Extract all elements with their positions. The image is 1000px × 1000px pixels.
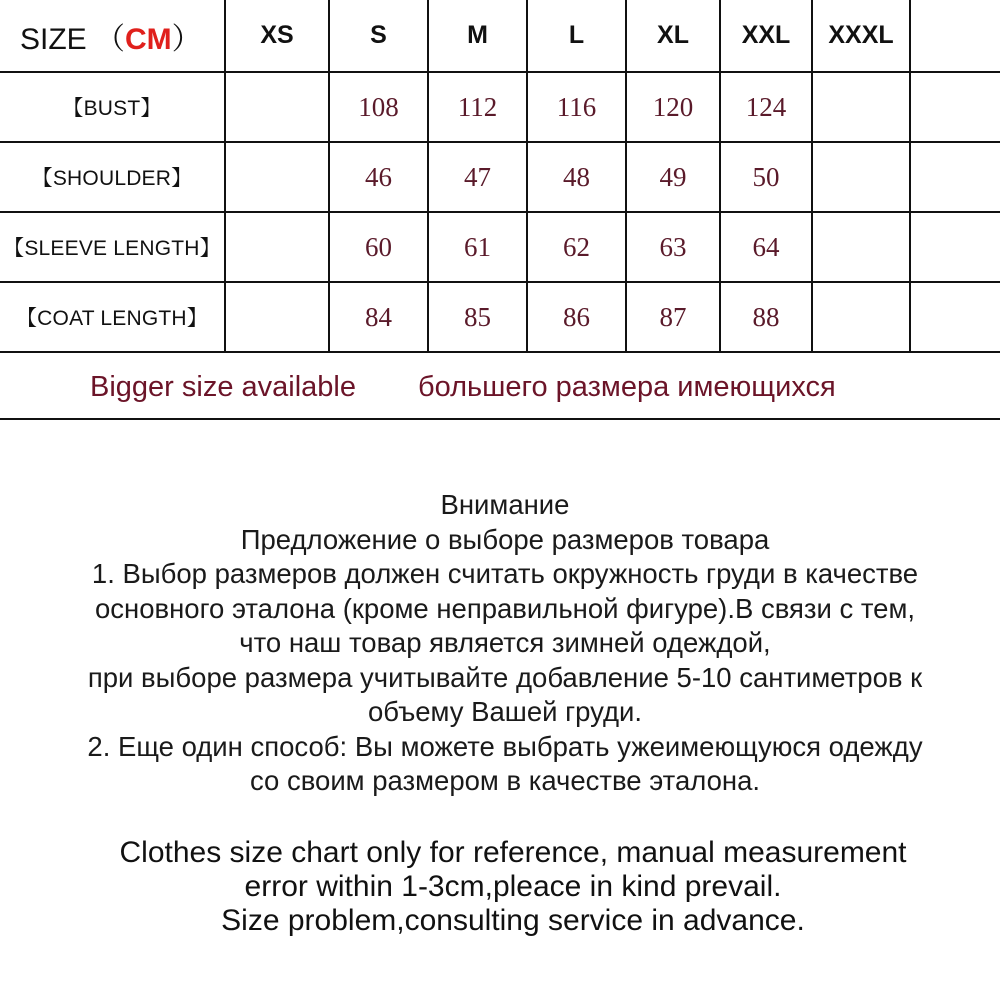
disclaimer-line: error within 1-3cm,pleace in kind prevail.: [244, 870, 782, 903]
bigger-size-english: Bigger size available: [90, 370, 356, 403]
sleeve-length-label: 【SLEEVE LENGTH】: [0, 212, 225, 282]
bust-xs: [225, 72, 329, 142]
bust-m: 112: [428, 72, 527, 142]
sleeve-extra: [910, 212, 1000, 282]
shoulder-xl: 49: [626, 142, 720, 212]
bust-l: 116: [527, 72, 626, 142]
size-xl-header: XL: [626, 0, 720, 72]
bigger-size-russian: большего размера имеющихся: [418, 370, 836, 403]
notice-line: 2. Еще один способ: Вы можете выбрать ужеимеющуюся одежду: [87, 730, 923, 762]
notice-line: 1. Выбор размеров должен считать окружность груди в качестве: [91, 558, 919, 589]
bust-extra: [910, 72, 1000, 142]
coat-length-label: 【COAT LENGTH】: [0, 282, 225, 352]
size-label: SIZE （: [20, 22, 126, 56]
bust-label: 【BUST】: [0, 72, 225, 142]
bust-xl: 120: [626, 72, 720, 142]
bust-xxl: 124: [720, 72, 812, 142]
size-unit-header: [0, 0, 225, 72]
disclaimer-line: Size problem,consulting service in advance.: [221, 904, 805, 937]
shoulder-m: 47: [428, 142, 527, 212]
shoulder-extra: [910, 142, 1000, 212]
sleeve-xxl: 64: [720, 212, 812, 282]
coat-xxl: 88: [720, 282, 812, 352]
bust-s: 108: [329, 72, 428, 142]
coat-s: 84: [329, 282, 428, 352]
coat-l: 86: [527, 282, 626, 352]
size-label-close: ）: [171, 22, 202, 56]
size-xxl-header: XXL: [720, 0, 812, 72]
notice-subheading: Предложение о выборе размеров товара: [240, 523, 770, 555]
shoulder-s: 46: [329, 142, 428, 212]
unit-cm: CM: [125, 22, 172, 56]
notice-line: со своим размером в качестве эталона.: [249, 765, 761, 796]
notice-line: что наш товар является зимней одеждой,: [239, 627, 771, 658]
bust-xxxl: [812, 72, 910, 142]
disclaimer-line: Clothes size chart only for reference, manual measurement: [119, 836, 907, 869]
coat-m: 85: [428, 282, 527, 352]
shoulder-l: 48: [527, 142, 626, 212]
coat-extra: [910, 282, 1000, 352]
size-chart-table: [0, 0, 1000, 353]
sizing-notice: [0, 488, 1000, 799]
size-s-header: S: [329, 0, 428, 72]
sleeve-l: 62: [527, 212, 626, 282]
sleeve-xxxl: [812, 212, 910, 282]
sleeve-length-row: [0, 212, 1000, 282]
notice-line: объему Вашей груди.: [367, 696, 643, 727]
coat-xxxl: [812, 282, 910, 352]
size-l-header: L: [527, 0, 626, 72]
shoulder-xs: [225, 142, 329, 212]
notice-heading: Внимание: [440, 489, 570, 520]
bust-row: [0, 72, 1000, 142]
sleeve-s: 60: [329, 212, 428, 282]
coat-xl: 87: [626, 282, 720, 352]
shoulder-xxxl: [812, 142, 910, 212]
empty-header-cell: [910, 0, 1000, 72]
coat-xs: [225, 282, 329, 352]
shoulder-row: [0, 142, 1000, 212]
size-m-header: M: [428, 0, 527, 72]
shoulder-xxl: 50: [720, 142, 812, 212]
bigger-size-note: [0, 356, 1000, 420]
size-xxxl-header: XXXL: [812, 0, 910, 72]
notice-line: при выборе размера учитывайте добавление 5-10 сантиметров к: [87, 661, 923, 693]
coat-length-row: [0, 282, 1000, 352]
sleeve-xl: 63: [626, 212, 720, 282]
notice-line: основного эталона (кроме неправильной фигуре).В связи с тем,: [94, 592, 916, 624]
shoulder-label: 【SHOULDER】: [0, 142, 225, 212]
sleeve-xs: [225, 212, 329, 282]
size-header-row: [0, 0, 1000, 72]
measurement-disclaimer: [0, 836, 1000, 938]
sleeve-m: 61: [428, 212, 527, 282]
size-xs-header: XS: [225, 0, 329, 72]
